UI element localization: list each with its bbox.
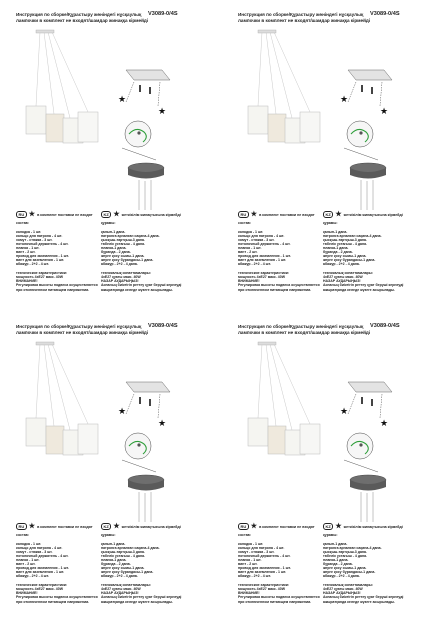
- screw-icon: [139, 85, 141, 92]
- spec-line: жерге қосу сымы-1 дана.: [323, 566, 367, 571]
- spec-line: 4хЕ27 қуаты макс. 40W: [101, 587, 141, 592]
- spec-line: технические характеристики:: [16, 583, 68, 588]
- mounting-bracket: [348, 382, 392, 392]
- spec-line: планка-1 дана.: [323, 246, 349, 251]
- spec-line: состав:: [16, 533, 29, 537]
- title-line-1: Инструкция по сборке/Құрастыру жөніндегі нұсқаулық: [16, 12, 142, 17]
- screw-guide-line: [348, 82, 356, 102]
- star-icon: ★: [113, 211, 120, 218]
- lampshade-white: [300, 424, 320, 454]
- spec-line: планка-1 дана.: [101, 246, 127, 251]
- ru-legend-text: в комплект поставки не входят: [37, 524, 93, 529]
- star-marker: ★: [380, 419, 389, 429]
- spec-line: винт для заземления - 1 шт.: [16, 258, 65, 263]
- mounting-bracket: [126, 382, 170, 392]
- spec-line: ВНИМАНИЕ!: [238, 279, 260, 284]
- spec-line: техникалық сипаттамалары:: [323, 583, 373, 588]
- ceiling-cup-diagram: [350, 475, 386, 522]
- spec-line: техникалық сипаттамалары:: [323, 271, 373, 276]
- spec-line: қысқыш-тартқыш-3 дана.: [323, 549, 367, 554]
- spec-line: технические характеристики:: [16, 271, 68, 276]
- spec-line: ажыратқанда келеде жүзеге асырылады.: [323, 599, 395, 604]
- spec-line: винт - 2 шт.: [238, 250, 258, 255]
- screw-guide-line: [380, 82, 382, 106]
- ceiling-canopy: [258, 30, 276, 33]
- spec-line: абажур - 2+2 - 4 дана.: [323, 262, 360, 267]
- assembly-illustration: [230, 10, 445, 210]
- model-number: V3089-0/4S: [370, 11, 400, 17]
- star-marker: ★: [158, 107, 167, 117]
- title-line-2: лампочки в комплект не входят/шамдар жинаққа кірмейді: [238, 18, 371, 23]
- kz-specs: [101, 533, 201, 604]
- wiring-detail-diagram: [344, 121, 378, 160]
- lampshade-white: [78, 112, 98, 142]
- legend-ru: [238, 523, 315, 530]
- spec-line: патронға арналған сақина-4 дана.: [323, 545, 382, 550]
- ceiling-cup-diagram: [128, 475, 164, 522]
- spec-line: при отключенном питающем напряжении.: [16, 287, 90, 292]
- title-line-2: лампочки в комплект не входят/шамдар жинаққа кірмейді: [16, 330, 149, 335]
- kz-badge: KZ: [323, 211, 333, 218]
- cord-line: [266, 32, 276, 114]
- screw-icon: [361, 397, 363, 404]
- spec-line: бұранда - 2 дана.: [323, 562, 353, 567]
- star-marker: ★: [380, 107, 389, 117]
- screw-icon: [371, 87, 373, 94]
- ru-badge: RU: [16, 211, 27, 218]
- cord-line: [258, 32, 262, 106]
- model-number: V3089-0/4S: [148, 323, 178, 329]
- spec-line: кольцо для патрона - 4 шт.: [238, 233, 285, 238]
- ru-badge: RU: [238, 211, 249, 218]
- spec-line: планка - 1 шт.: [238, 558, 262, 563]
- terminal-icon: [137, 131, 140, 134]
- spec-line: провод для заземления - 1 шт.: [16, 566, 69, 571]
- spec-line: қысқыш-тартқыш-3 дана.: [323, 237, 367, 242]
- spec-line: планка - 1 шт.: [238, 246, 262, 251]
- spec-line: планка - 1 шт.: [16, 246, 40, 251]
- spec-line: потолочный держатель - 4 шт.: [16, 553, 69, 558]
- spec-line: состав:: [238, 221, 251, 225]
- screw-icon: [149, 87, 151, 94]
- spec-line: абажур - 2+2 - 4 шт.: [238, 262, 271, 267]
- spec-line: қысқыш-тартқыш-3 дана.: [101, 549, 145, 554]
- spec-line: технические характеристики:: [238, 271, 290, 276]
- spec-line: колодка - 1 шт.: [16, 229, 42, 234]
- ru-specs: [238, 221, 324, 292]
- spec-line: НАЗАР АУДАРЫҢЫЗ!: [323, 591, 361, 596]
- legend-kz: [323, 523, 403, 530]
- spec-line: жерге қосу сымы-1 дана.: [101, 566, 145, 571]
- pointer-line: [344, 148, 378, 160]
- lampshade-white: [248, 106, 268, 134]
- spec-line: қалып-1 дана.: [323, 229, 348, 234]
- lampshade-cream: [268, 426, 286, 454]
- spec-line: хомут - стяжка - 3 шт.: [238, 237, 275, 242]
- spec-line: мощность 4хE27 макс. 40W: [238, 587, 286, 592]
- kz-legend-text: жеткізілім жинақтығына кірмейді: [343, 524, 403, 529]
- spec-line: құрамы:: [101, 221, 116, 225]
- terminal-icon: [137, 443, 140, 446]
- kz-legend-text: жеткізілім жинақтығына кірмейді: [343, 212, 403, 217]
- spec-line: 4хЕ27 қуаты макс. 40W: [101, 275, 141, 280]
- spec-line: провод для заземления - 1 шт.: [16, 254, 69, 259]
- spec-line: колодка - 1 шт.: [16, 541, 42, 546]
- spec-line: ВНИМАНИЕ!: [238, 591, 260, 596]
- kz-badge: KZ: [101, 211, 111, 218]
- spec-line: винт для заземления - 1 шт.: [238, 258, 287, 263]
- spec-line: жерге қосу бұрандасы-1 дана.: [101, 258, 154, 263]
- spec-line: НАЗАР АУДАРЫҢЫЗ!: [101, 279, 139, 284]
- model-number: V3089-0/4S: [370, 323, 400, 329]
- wiring-detail-diagram: [122, 121, 156, 160]
- ceiling-canopy: [36, 30, 54, 33]
- spec-line: Регулировка высоты подвеса осуществляется: [238, 595, 320, 600]
- kz-badge: KZ: [101, 523, 111, 530]
- pendant-lamp-illustration: [36, 30, 88, 118]
- spec-line: технические характеристики:: [238, 583, 290, 588]
- title-line-1: Инструкция по сборке/Құрастыру жөніндегі нұсқаулық: [16, 324, 142, 329]
- spec-line: при отключенном питающем напряжении.: [16, 599, 90, 604]
- ru-legend-text: в комплект поставки не входят: [259, 524, 315, 529]
- spec-line: жерге қосу сымы-1 дана.: [101, 254, 145, 259]
- spec-line: құрамы:: [101, 533, 116, 537]
- spec-line: винт - 2 шт.: [16, 250, 36, 255]
- lampshade-white: [300, 112, 320, 142]
- cord-line: [270, 32, 292, 118]
- spec-line: планка-1 дана.: [101, 558, 127, 563]
- spec-line: провод для заземления - 1 шт.: [238, 254, 291, 259]
- legend-kz: [101, 211, 181, 218]
- legend-ru: [16, 523, 93, 530]
- ceiling-canopy: [258, 342, 276, 345]
- star-marker: ★: [118, 407, 127, 417]
- spec-line: бұранда - 2 дана.: [323, 250, 353, 255]
- kz-specs: [323, 533, 423, 604]
- cord-line: [52, 344, 88, 424]
- cord-line: [270, 344, 292, 430]
- ru-specs: [16, 221, 102, 292]
- spec-line: ажыратқанда келеде жүзеге асырылады.: [101, 287, 173, 292]
- spec-line: НАЗАР АУДАРЫҢЫЗ!: [323, 279, 361, 284]
- terminal-icon: [359, 131, 362, 134]
- lampshade-white: [78, 424, 98, 454]
- legend-kz: [101, 523, 181, 530]
- spec-line: жерге қосу бұрандасы-1 дана.: [101, 570, 154, 575]
- wiring-detail-diagram: [122, 433, 156, 472]
- spec-line: мощность 4хE27 макс. 40W: [16, 587, 64, 592]
- spec-line: Аспаның биіктігін реттеу қуат беруші кернеуді: [323, 283, 404, 288]
- spec-line: Аспаның биіктігін реттеу қуат беруші кернеуді: [101, 283, 182, 288]
- terminal-icon: [359, 443, 362, 446]
- pointer-line: [344, 460, 378, 472]
- kz-specs: [101, 221, 201, 292]
- screw-guide-line: [126, 394, 134, 414]
- star-icon: ★: [28, 211, 36, 218]
- star-icon: ★: [335, 211, 342, 218]
- wiring-detail-diagram: [344, 433, 378, 472]
- spec-line: абажур - 2+2 - 4 шт.: [16, 574, 49, 579]
- cord-line: [274, 32, 310, 112]
- spec-line: Регулировка высоты подвеса осуществляется: [16, 283, 98, 288]
- spec-line: төбелік ұстағыш - 4 дана.: [101, 553, 146, 558]
- ru-specs: [238, 533, 324, 604]
- spec-line: патронға арналған сақина-4 дана.: [101, 233, 160, 238]
- spec-line: Регулировка высоты подвеса осуществляется: [238, 283, 320, 288]
- ru-badge: RU: [16, 523, 27, 530]
- spec-line: колодка - 1 шт.: [238, 541, 264, 546]
- screw-guide-line: [126, 82, 134, 102]
- spec-line: құрамы:: [323, 533, 338, 537]
- ru-badge: RU: [238, 523, 249, 530]
- pointer-line: [122, 148, 156, 160]
- spec-line: планка - 1 шт.: [16, 558, 40, 563]
- spec-line: абажур - 2+2 - 4 дана.: [323, 574, 360, 579]
- cord-line: [44, 344, 54, 426]
- ceiling-cup-diagram: [350, 163, 386, 210]
- spec-line: техникалық сипаттамалары:: [101, 271, 151, 276]
- legend-row: [8, 523, 223, 533]
- title-line-1: Инструкция по сборке/Құрастыру жөніндегі нұсқаулық: [238, 324, 364, 329]
- spec-line: Регулировка высоты подвеса осуществляется: [16, 595, 98, 600]
- screw-guide-line: [380, 394, 382, 418]
- spec-line: потолочный держатель - 4 шт.: [16, 241, 69, 246]
- model-number: V3089-0/4S: [148, 11, 178, 17]
- mounting-bracket-diagram: [340, 382, 392, 429]
- assembly-illustration: [8, 322, 223, 522]
- lampshade-cream: [46, 426, 64, 454]
- lampshades: [26, 106, 98, 143]
- spec-line: мощность 4хE27 макс. 40W: [16, 275, 64, 280]
- pendant-lamp-illustration: [258, 342, 310, 430]
- spec-line: қысқыш-тартқыш-3 дана.: [101, 237, 145, 242]
- spec-line: мощность 4хE27 макс. 40W: [238, 275, 286, 280]
- spec-line: құрамы:: [323, 221, 338, 225]
- spec-line: кольцо для патрона - 4 шт.: [238, 545, 285, 550]
- spec-line: потолочный держатель - 4 шт.: [238, 553, 291, 558]
- spec-line: хомут - стяжка - 3 шт.: [16, 549, 53, 554]
- spec-line: ажыратқанда келеде жүзеге асырылады.: [101, 599, 173, 604]
- lampshade-white: [26, 106, 46, 134]
- spec-line: планка-1 дана.: [323, 558, 349, 563]
- screw-guide-line: [348, 394, 356, 414]
- spec-line: колодка - 1 шт.: [238, 229, 264, 234]
- star-icon: ★: [250, 211, 258, 218]
- spec-line: кольцо для патрона - 4 шт.: [16, 545, 63, 550]
- lampshades: [248, 106, 320, 143]
- star-icon: ★: [335, 523, 342, 530]
- spec-line: НАЗАР АУДАРЫҢЫЗ!: [101, 591, 139, 596]
- mounting-bracket: [126, 70, 170, 80]
- pendant-lamp-illustration: [258, 30, 310, 118]
- spec-line: Аспаның биіктігін реттеу қуат беруші кернеуді: [101, 595, 182, 600]
- mounting-bracket-diagram: [118, 70, 170, 117]
- assembly-illustration: [8, 10, 223, 210]
- spec-line: кольцо для патрона - 4 шт.: [16, 233, 63, 238]
- cord-line: [266, 344, 276, 426]
- spec-line: состав:: [238, 533, 251, 537]
- spec-line: состав:: [16, 221, 29, 225]
- legend-ru: [16, 211, 93, 218]
- pendant-lamp-illustration: [36, 342, 88, 430]
- cord-line: [52, 32, 88, 112]
- spec-line: хомут - стяжка - 3 шт.: [238, 549, 275, 554]
- mounting-bracket-diagram: [340, 70, 392, 117]
- screw-icon: [361, 85, 363, 92]
- spec-line: патронға арналған сақина-4 дана.: [101, 545, 160, 550]
- instruction-card: [8, 322, 223, 627]
- spec-line: провод для заземления - 1 шт.: [238, 566, 291, 571]
- assembly-illustration: [230, 322, 445, 522]
- legend-row: [230, 211, 445, 221]
- mounting-bracket: [348, 70, 392, 80]
- spec-line: бұранда - 2 дана.: [101, 562, 131, 567]
- ru-legend-text: в комплект поставки не входят: [259, 212, 315, 217]
- instruction-card: [8, 10, 223, 315]
- lampshade-white: [248, 418, 268, 446]
- spec-line: жерге қосу бұрандасы-1 дана.: [323, 570, 376, 575]
- lampshades: [26, 418, 98, 455]
- title-line-2: лампочки в комплект не входят/шамдар жинаққа кірмейді: [16, 18, 149, 23]
- spec-line: Аспаның биіктігін реттеу қуат беруші кернеуді: [323, 595, 404, 600]
- legend-row: [8, 211, 223, 221]
- legend-kz: [323, 211, 403, 218]
- lampshade-cream: [268, 114, 286, 142]
- spec-line: қалып-1 дана.: [323, 541, 348, 546]
- cord-line: [274, 344, 310, 424]
- spec-line: ВНИМАНИЕ!: [16, 591, 38, 596]
- title-line-2: лампочки в комплект не входят/шамдар жинаққа кірмейді: [238, 330, 371, 335]
- instruction-card: [230, 322, 445, 627]
- star-icon: ★: [113, 523, 120, 530]
- spec-line: при отключенном питающем напряжении.: [238, 287, 312, 292]
- lampshades: [248, 418, 320, 455]
- cord-line: [36, 32, 40, 106]
- star-icon: ★: [250, 523, 258, 530]
- spec-line: абажур - 2+2 - 4 шт.: [16, 262, 49, 267]
- spec-line: ВНИМАНИЕ!: [16, 279, 38, 284]
- spec-line: абажур - 2+2 - 4 шт.: [238, 574, 271, 579]
- spec-line: патронға арналған сақина-4 дана.: [323, 233, 382, 238]
- spec-line: төбелік ұстағыш - 4 дана.: [323, 553, 368, 558]
- spec-line: винт - 2 шт.: [16, 562, 36, 567]
- screw-icon: [139, 397, 141, 404]
- spec-line: техникалық сипаттамалары:: [101, 583, 151, 588]
- spec-line: потолочный держатель - 4 шт.: [238, 241, 291, 246]
- spec-line: 4хЕ27 қуаты макс. 40W: [323, 587, 363, 592]
- kz-legend-text: жеткізілім жинақтығына кірмейді: [121, 212, 181, 217]
- kz-legend-text: жеткізілім жинақтығына кірмейді: [121, 524, 181, 529]
- spec-line: при отключенном питающем напряжении.: [238, 599, 312, 604]
- spec-line: 4хЕ27 қуаты макс. 40W: [323, 275, 363, 280]
- spec-line: қалып-1 дана.: [101, 229, 126, 234]
- spec-line: жерге қосу сымы-1 дана.: [323, 254, 367, 259]
- spec-line: хомут - стяжка - 3 шт.: [16, 237, 53, 242]
- star-marker: ★: [118, 95, 127, 105]
- legend-row: [230, 523, 445, 533]
- instruction-card: [230, 10, 445, 315]
- cord-line: [48, 344, 70, 430]
- star-marker: ★: [340, 407, 349, 417]
- legend-ru: [238, 211, 315, 218]
- screw-guide-line: [158, 394, 160, 418]
- star-marker: ★: [340, 95, 349, 105]
- ceiling-canopy: [36, 342, 54, 345]
- spec-line: ажыратқанда келеде жүзеге асырылады.: [323, 287, 395, 292]
- spec-line: абажур - 2+2 - 4 дана.: [101, 262, 138, 267]
- title-line-1: Инструкция по сборке/Құрастыру жөніндегі нұсқаулық: [238, 12, 364, 17]
- spec-line: винт для заземления - 1 шт.: [16, 570, 65, 575]
- lampshade-cream: [46, 114, 64, 142]
- ceiling-cup-diagram: [128, 163, 164, 210]
- screw-icon: [149, 399, 151, 406]
- spec-line: винт для заземления - 1 шт.: [238, 570, 287, 575]
- spec-line: абажур - 2+2 - 4 дана.: [101, 574, 138, 579]
- ru-legend-text: в комплект поставки не входят: [37, 212, 93, 217]
- spec-line: төбелік ұстағыш - 4 дана.: [101, 241, 146, 246]
- spec-line: бұранда - 2 дана.: [101, 250, 131, 255]
- cord-line: [48, 32, 70, 118]
- kz-badge: KZ: [323, 523, 333, 530]
- ru-specs: [16, 533, 102, 604]
- spec-line: винт - 2 шт.: [238, 562, 258, 567]
- screw-guide-line: [158, 82, 160, 106]
- spec-line: қалып-1 дана.: [101, 541, 126, 546]
- kz-specs: [323, 221, 423, 292]
- pointer-line: [122, 460, 156, 472]
- cord-line: [36, 344, 40, 418]
- mounting-bracket-diagram: [118, 382, 170, 429]
- screw-icon: [371, 399, 373, 406]
- cord-line: [44, 32, 54, 114]
- spec-line: төбелік ұстағыш - 4 дана.: [323, 241, 368, 246]
- star-marker: ★: [158, 419, 167, 429]
- lampshade-white: [26, 418, 46, 446]
- spec-line: жерге қосу бұрандасы-1 дана.: [323, 258, 376, 263]
- cord-line: [258, 344, 262, 418]
- star-icon: ★: [28, 523, 36, 530]
